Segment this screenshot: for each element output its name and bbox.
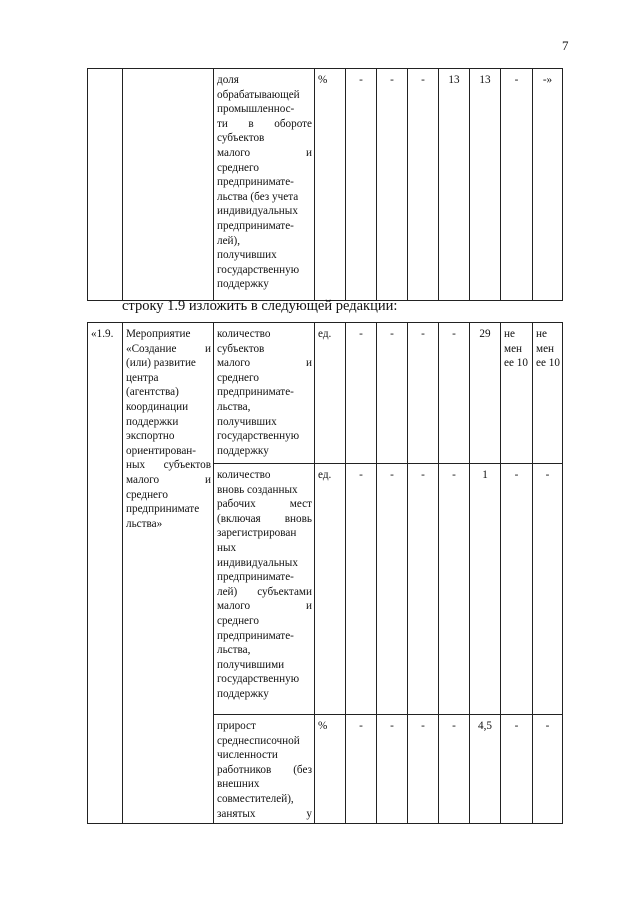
value-cell: -: [439, 715, 470, 824]
indicator-table-top: [87, 68, 563, 301]
text-line: льства (без учета: [217, 190, 299, 203]
text-line: поддержки: [126, 415, 179, 428]
text-line: численности: [217, 749, 278, 762]
indicator-cell: [214, 69, 315, 301]
value-cell: -: [377, 715, 408, 824]
text-line: занятых у: [217, 807, 312, 820]
value-cell: -: [377, 323, 408, 464]
value-cell: -: [501, 69, 533, 301]
value-cell: 4,5: [470, 715, 501, 824]
text-line: льства»: [126, 517, 163, 530]
value-cell: 1: [470, 464, 501, 715]
text-line: обрабатывающей: [217, 88, 300, 101]
value-cell: -: [533, 464, 563, 715]
text-line: ориентирован-: [126, 444, 197, 457]
text-line: государственную: [217, 430, 300, 443]
text-line: малого и: [217, 146, 312, 159]
value-cell: 13: [439, 69, 470, 301]
text-line: совместителей),: [217, 792, 294, 805]
text-line: предпринимате: [126, 503, 200, 516]
value-cell: -: [408, 69, 439, 301]
value-cell: -»: [533, 69, 563, 301]
value-cell: 29: [470, 323, 501, 464]
value-cell: не мен ее 10: [501, 323, 533, 464]
text-line: льства,: [217, 400, 251, 413]
text-line: получившими: [217, 658, 285, 671]
value-cell: -: [377, 69, 408, 301]
table-row: [88, 69, 563, 301]
text-line: внешних: [217, 778, 260, 791]
text-line: поддержку: [217, 687, 269, 700]
text-line: количество: [217, 328, 271, 340]
value-cell: -: [533, 715, 563, 824]
event-cell: [123, 69, 214, 301]
text-line: субъектов: [217, 342, 265, 355]
value-cell: -: [439, 464, 470, 715]
value-cell: -: [501, 464, 533, 715]
indicator-table-row-1-9: [87, 322, 563, 824]
text-line: субъектов: [217, 132, 265, 145]
text-line: координации: [126, 400, 189, 413]
indicator-cell: [214, 464, 315, 715]
text-line: поддержку: [217, 278, 269, 291]
text-line: доля: [217, 74, 239, 86]
value-cell: -: [408, 464, 439, 715]
text-line: малого и: [217, 600, 312, 613]
row-number-cell: [88, 69, 123, 301]
text-line: предпринимате-: [217, 219, 294, 232]
text-line: (включая вновь: [217, 512, 312, 525]
text-line: центра: [126, 371, 159, 384]
text-line: прирост: [217, 720, 256, 732]
text-line: ти в обороте: [217, 117, 312, 130]
text-line: Мероприятие: [126, 328, 191, 340]
text-line: предпринимате-: [217, 571, 294, 584]
text-line: ных субъектов: [126, 459, 211, 472]
unit-cell: %: [315, 69, 346, 301]
table-row: [88, 323, 563, 464]
text-line: зарегистрирован: [217, 527, 297, 540]
text-line: ных: [217, 541, 237, 554]
value-cell: -: [377, 464, 408, 715]
text-line: получивших: [217, 415, 277, 428]
value-cell: -: [408, 715, 439, 824]
text-line: индивидуальных: [217, 205, 298, 218]
text-line: среднего: [217, 614, 259, 627]
text-line: государственную: [217, 673, 300, 686]
text-line: количество: [217, 469, 271, 481]
value-cell: -: [501, 715, 533, 824]
unit-cell: ед.: [315, 464, 346, 715]
text-line: лей),: [217, 234, 241, 247]
text-line: рабочих мест: [217, 498, 312, 511]
text-line: предпринимате-: [217, 629, 294, 642]
text-line: работников (без: [217, 763, 312, 776]
text-line: «Создание и: [126, 342, 211, 355]
text-line: малого и: [217, 357, 312, 370]
text-line: экспортно: [126, 430, 175, 443]
text-line: (агентства): [126, 386, 179, 399]
indicator-cell: [214, 323, 315, 464]
text-line: государственную: [217, 263, 300, 276]
text-line: получивших: [217, 249, 277, 262]
unit-cell: ед.: [315, 323, 346, 464]
text-line: среднего: [217, 371, 259, 384]
text-line: индивидуальных: [217, 556, 298, 569]
text-line: промышленнос-: [217, 103, 295, 116]
value-cell: не мен ее 10: [533, 323, 563, 464]
row-number-cell: «1.9.: [88, 323, 123, 824]
unit-cell: %: [315, 715, 346, 824]
text-line: поддержку: [217, 444, 269, 457]
text-line: среднего: [126, 488, 168, 501]
amendment-caption: строку 1.9 изложить в следующей редакции:: [122, 298, 398, 314]
text-line: среднесписочной: [217, 734, 300, 747]
value-cell: -: [408, 323, 439, 464]
text-line: лей) субъектами: [217, 585, 312, 598]
event-cell: [123, 323, 214, 824]
text-line: среднего: [217, 161, 259, 174]
value-cell: 13: [470, 69, 501, 301]
indicator-cell: [214, 715, 315, 824]
value-cell: -: [346, 464, 377, 715]
page-number: 7: [562, 38, 569, 53]
text-line: (или) развитие: [126, 357, 196, 370]
text-line: малого и: [126, 473, 211, 486]
value-cell: -: [346, 715, 377, 824]
text-line: льства,: [217, 644, 251, 657]
text-line: предпринимате-: [217, 176, 294, 189]
text-line: предпринимате-: [217, 386, 294, 399]
value-cell: -: [346, 323, 377, 464]
text-line: вновь созданных: [217, 483, 298, 496]
value-cell: -: [346, 69, 377, 301]
value-cell: -: [439, 323, 470, 464]
